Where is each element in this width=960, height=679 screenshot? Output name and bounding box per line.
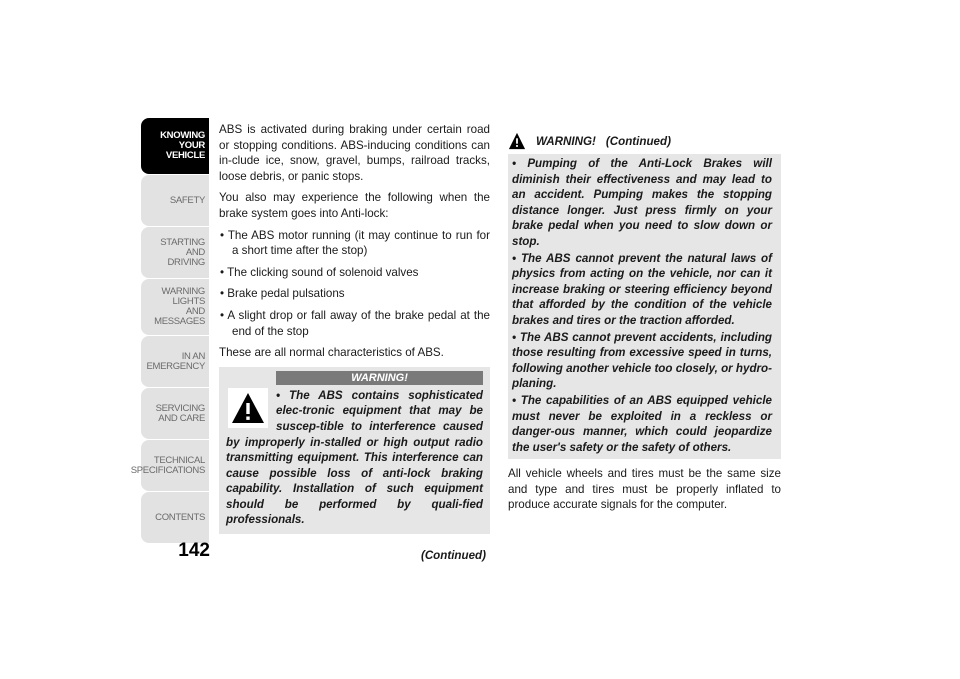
warning-box [219, 367, 490, 534]
warning-item: • The ABS cannot prevent accidents, including those resulting from excessive speed in turns, following another vehicle too closely, or hydro-planing. [512, 330, 772, 391]
tab-safety[interactable]: SAFETY [141, 175, 209, 226]
warning-continued-header [508, 130, 781, 150]
list-item: • A slight drop or fall away of the brake pedal at the end of the stop [220, 308, 490, 338]
normal-characteristics-paragraph: These are all normal characteristics of ABS. [219, 346, 444, 360]
left-column [219, 122, 490, 564]
tab-knowing-your-vehicle[interactable]: KNOWING YOUR VEHICLE [141, 118, 209, 174]
continued-label: (Continued) [605, 135, 671, 149]
tab-contents[interactable]: CONTENTS [141, 492, 209, 543]
list-item: • The ABS motor running (it may continue to run for a short time after the stop) [220, 228, 490, 258]
anti-lock-list [219, 228, 490, 340]
warning-item: • The capabilities of an ABS equipped vehicle must never be exploited in a reckless or danger-ous manner, which could jeopardize the user's safety or the safety of others. [512, 393, 772, 454]
tab-technical-specifications[interactable]: TECHNICAL SPECIFICATIONS [141, 440, 209, 491]
warning-triangle-icon [508, 132, 526, 150]
abs-intro-paragraph: ABS is activated during braking under certain road or stopping conditions. ABS-inducing conditions can in-clude ice, snow, gravel, bumps, railroad tracks, loose debris, or panic stops. [219, 123, 490, 183]
warning-text: • The ABS contains sophisticated elec-tronic equipment that may be suscep-tible to interference caused by improperly in-stalled or high output radio transmitting equipment. This interference can cause possible loss of anti-lock braking capability. Installation of such equipment should be performed by quali-fied professionals. [226, 388, 483, 527]
list-item: • The clicking sound of solenoid valves [220, 265, 419, 279]
warning-item: • The ABS cannot prevent the natural laws of physics from acting on the vehicle, nor can it increase braking or steering efficiency beyond that afforded by the condition of the vehicle brakes and tires or the traction afforded. [512, 251, 772, 327]
tab-starting-and-driving[interactable]: STARTING AND DRIVING [141, 227, 209, 278]
warning-box [508, 154, 781, 459]
tab-servicing-and-care[interactable]: SERVICING AND CARE [141, 388, 209, 439]
right-column [508, 130, 781, 519]
warning-title: WARNING! [276, 371, 483, 385]
chapter-tabs [130, 118, 209, 544]
warning-title: WARNING! [536, 135, 596, 149]
anti-lock-paragraph: You also may experience the following when the brake system goes into Anti-lock: [219, 191, 490, 220]
continued-label: (Continued) [420, 549, 486, 563]
tab-warning-lights[interactable]: WARNING LIGHTS AND MESSAGES [141, 279, 209, 335]
warning-item: • Pumping of the Anti-Lock Brakes will diminish their effectiveness and may lead to an accident. Pumping makes the stopping distance longer. Just press firmly on your brake pedal when you need to slow down or stop. [512, 157, 772, 248]
page-number: 142 [178, 540, 210, 561]
tab-in-an-emergency[interactable]: IN AN EMERGENCY [141, 336, 209, 387]
wheels-tires-paragraph: All vehicle wheels and tires must be the same size and type and tires must be properly inflated to produce accurate signals for the computer. [508, 467, 781, 512]
list-item: • Brake pedal pulsations [220, 287, 345, 301]
warning-triangle-icon [228, 388, 268, 428]
